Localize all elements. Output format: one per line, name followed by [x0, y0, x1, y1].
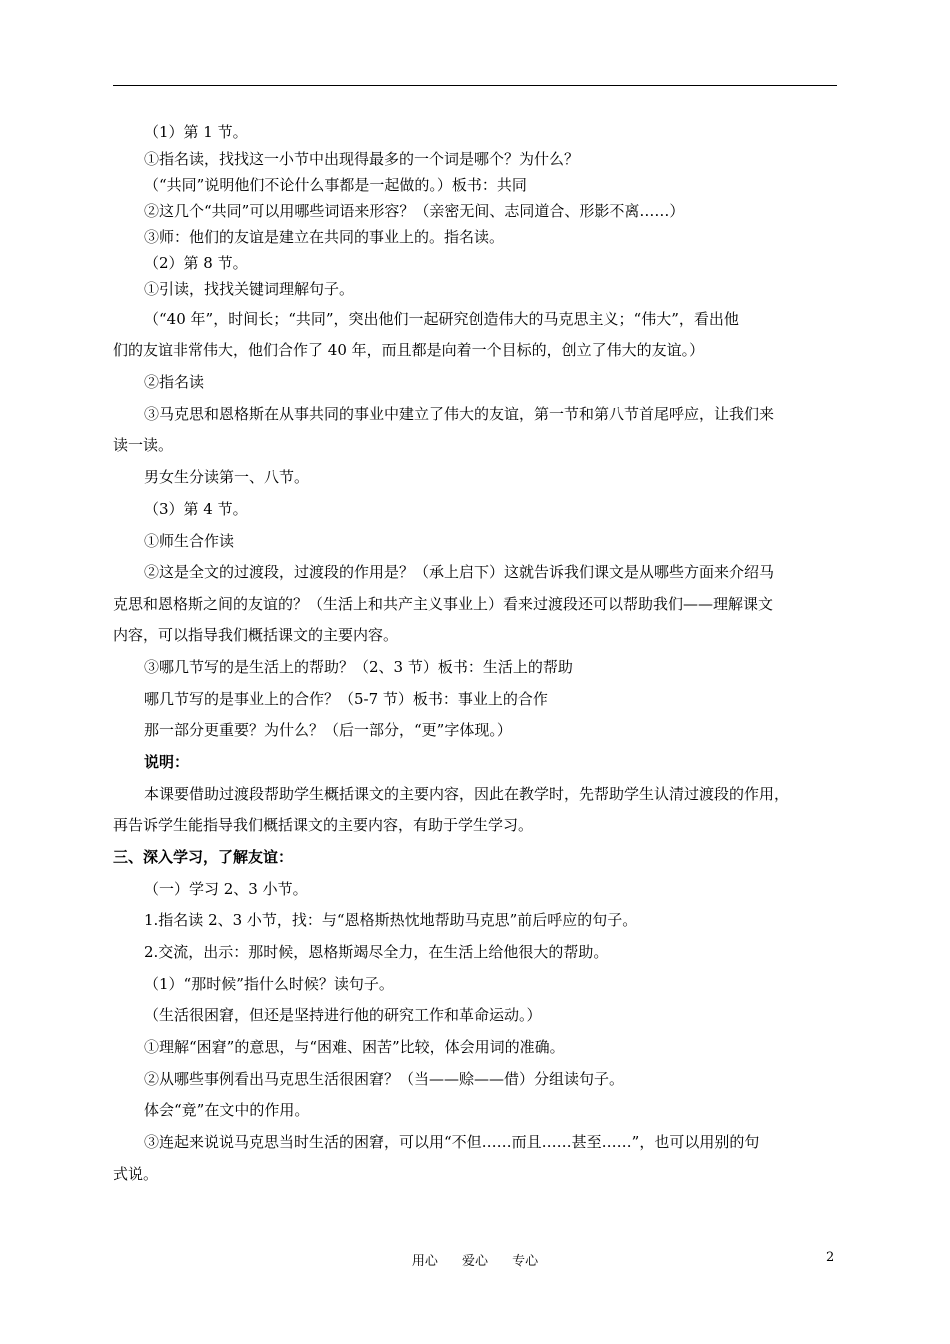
text-line: 那一部分更重要？为什么？（后一部分，“更”字体现。） — [144, 721, 512, 739]
text-line: ②这是全文的过渡段，过渡段的作用是？（承上启下）这就告诉我们课文是从哪些方面来介绍马 — [144, 563, 775, 581]
text-line: ③连起来说说马克思当时生活的困窘，可以用“不但……而且……甚至……”，也可以用别的句 — [144, 1133, 760, 1151]
text-line: （“共同”说明他们不论什么事都是一起做的。）板书：共同 — [144, 176, 527, 194]
text-line: （一）学习 2、3 小节。 — [144, 880, 308, 898]
text-line: 体会“竟”在文中的作用。 — [144, 1101, 310, 1119]
text-line: ②从哪些事例看出马克思生活很困窘？（当——赊——借）分组读句子。 — [144, 1070, 625, 1088]
text-line: 男女生分读第一、八节。 — [144, 468, 310, 486]
text-line: ①指名读，找找这一小节中出现得最多的一个词是哪个？为什么？ — [144, 150, 580, 168]
text-line: （1）“那时候”指什么时候？读句子。 — [144, 975, 394, 993]
text-line: （生活很困窘，但还是坚持进行他的研究工作和革命运动。） — [144, 1006, 542, 1024]
text-line: ①引读，找找关键词理解句子。 — [144, 280, 355, 298]
text-line: 读一读。 — [113, 436, 174, 454]
text-line: （1）第 1 节。 — [144, 123, 248, 141]
text-line: 克思和恩格斯之间的友谊的？（生活上和共产主义事业上）看来过渡段还可以帮助我们——理解课文 — [113, 595, 774, 613]
text-line: ②指名读 — [144, 373, 205, 391]
text-line: ③哪几节写的是生活上的帮助？（2、3 节）板书：生活上的帮助 — [144, 658, 573, 676]
text-line: 本课要借助过渡段帮助学生概括课文的主要内容，因此在教学时，先帮助学生认清过渡段的作用， — [144, 785, 790, 803]
footer-word: 爱心 — [461, 1254, 488, 1269]
text-line: 1.指名读 2、3 小节，找：与“恩格斯热忱地帮助马克思”前后呼应的句子。 — [144, 911, 638, 929]
footer-word: 专心 — [512, 1254, 539, 1269]
text-line: ③师：他们的友谊是建立在共同的事业上的。指名读。 — [144, 228, 505, 246]
text-line: ①师生合作读 — [144, 532, 235, 550]
note-heading: 说明： — [144, 753, 190, 771]
text-line: （2）第 8 节。 — [144, 254, 248, 272]
header-rule — [113, 85, 837, 86]
text-line: 2.交流，出示：那时候，恩格斯竭尽全力，在生活上给他很大的帮助。 — [144, 943, 609, 961]
text-line: ③马克思和恩格斯在从事共同的事业中建立了伟大的友谊，第一节和第八节首尾呼应，让我们来 — [144, 405, 775, 423]
page-number: 2 — [826, 1250, 835, 1265]
footer-motto — [0, 1250, 950, 1269]
text-line: 式说。 — [113, 1165, 159, 1183]
footer-word: 用心 — [411, 1254, 438, 1269]
text-line: 哪几节写的是事业上的合作？（5-7 节）板书：事业上的合作 — [144, 690, 548, 708]
section-heading: 三、深入学习，了解友谊： — [113, 848, 294, 866]
text-line: ②这几个“共同”可以用哪些词语来形容？（亲密无间、志同道合、形影不离……） — [144, 202, 685, 220]
text-line: （3）第 4 节。 — [144, 500, 248, 518]
text-line: ①理解“困窘”的意思，与“困难、困苦”比较，体会用词的准确。 — [144, 1038, 565, 1056]
text-line: 再告诉学生能指导我们概括课文的主要内容，有助于学生学习。 — [113, 816, 534, 834]
text-line: 内容，可以指导我们概括课文的主要内容。 — [113, 626, 399, 644]
text-line: （“40 年”，时间长；“共同”，突出他们一起研究创造伟大的马克思主义；“伟大”，看出他 — [144, 310, 739, 328]
text-line: 们的友谊非常伟大，他们合作了 40 年，而且都是向着一个目标的，创立了伟大的友谊。） — [113, 341, 705, 359]
